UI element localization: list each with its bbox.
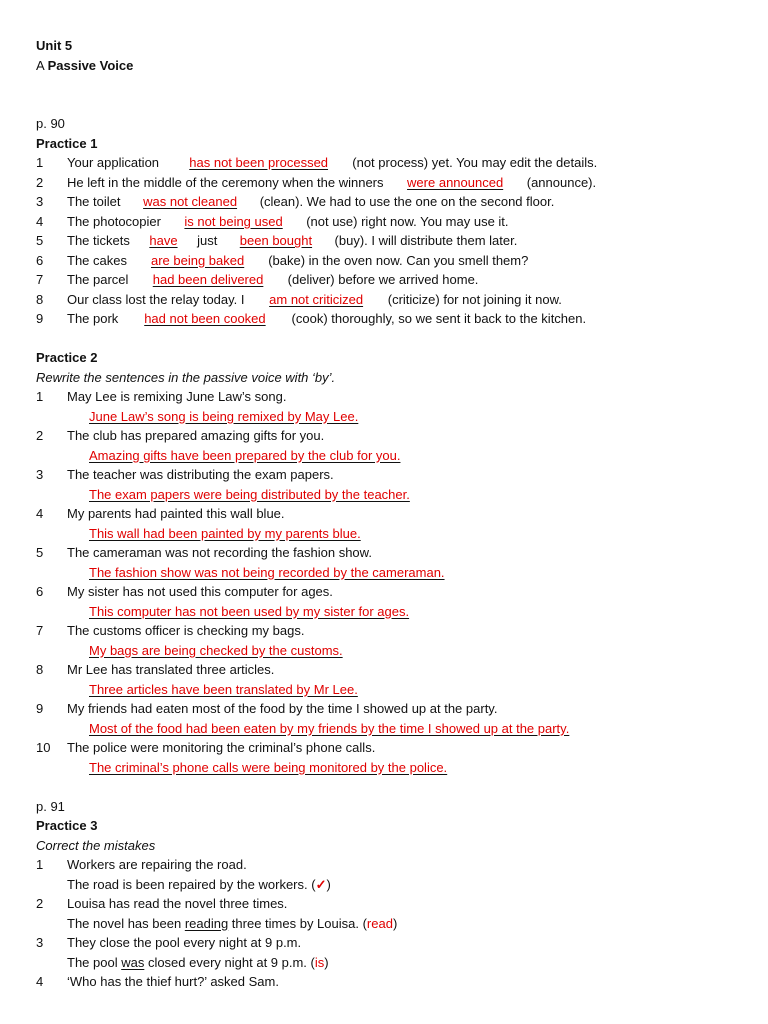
p1-answer-7: had been delivered: [152, 272, 264, 287]
p2-question-2: 2 The club has prepared amazing gifts for you.: [36, 428, 325, 443]
p3-answer-3: The pool was closed every night at 9 p.m. (is): [67, 954, 329, 970]
p3-mistake-2: reading: [184, 915, 229, 931]
p2-answer-7: My bags are being checked by the customs.: [89, 642, 343, 658]
p1-item-2: 2 He left in the middle of the ceremony when the winners were announced (announce).: [36, 173, 736, 193]
p2-answer-3: The exam papers were being distributed by the teacher.: [89, 486, 410, 502]
p1-item-6: 6 The cakes are being baked (bake) in the oven now. Can you smell them?: [36, 251, 736, 271]
page-ref-91: p. 91: [36, 798, 65, 814]
p2-answer-9: Most of the food had been eaten by my friends by the time I showed up at the party.: [89, 720, 570, 736]
p1-item-7: 7 The parcel had been delivered (deliver) before we arrived home.: [36, 270, 736, 290]
p2-question-9: 9 My friends had eaten most of the food by the time I showed up at the party.: [36, 701, 498, 716]
p1-answer-2: were announced: [407, 174, 504, 190]
p2-answer-5: The fashion show was not being recorded by the cameraman.: [89, 564, 445, 580]
check-mark-icon: ✓: [315, 876, 327, 892]
page-ref-90: p. 90: [36, 116, 65, 131]
p2-question-5: 5 The cameraman was not recording the fashion show.: [36, 545, 372, 560]
p2-answer-10: The criminal’s phone calls were being monitored by the police.: [89, 759, 448, 775]
p2-answer-4: This wall had been painted by my parents blue.: [89, 525, 361, 541]
practice1-title: Practice 1: [36, 135, 98, 151]
p2-answer-2: Amazing gifts have been prepared by the club for you.: [89, 447, 401, 463]
p2-question-3: 3 The teacher was distributing the exam papers.: [36, 467, 334, 482]
p1-answer-5b: been bought: [239, 233, 313, 248]
p2-question-10: 10 The police were monitoring the criminal’s phone calls.: [36, 740, 376, 755]
p3-mistake-3: was: [121, 954, 145, 970]
p1-item-5: 5 The tickets have just been bought (buy). I will distribute them later.: [36, 231, 736, 251]
practice2-instruction: Rewrite the sentences in the passive voice with ‘by’.: [36, 369, 336, 385]
p3-answer-2: The novel has been reading three times by Louisa. (read): [67, 915, 398, 931]
section-title: [36, 56, 736, 76]
section-name: Passive Voice: [47, 57, 134, 73]
p2-question-6: 6 My sister has not used this computer for ages.: [36, 584, 333, 599]
practice2-title: Practice 2: [36, 350, 98, 365]
p1-answer-5a: have: [149, 233, 178, 248]
p3-question-3: 3 They close the pool every night at 9 p.m.: [36, 935, 302, 950]
practice3-title: Practice 3: [36, 818, 98, 833]
p1-item-3: 3 The toilet was not cleaned (clean). We had to use the one on the second floor.: [36, 192, 736, 212]
p2-question-1: 1 May Lee is remixing June Law’s song.: [36, 389, 287, 404]
p2-answer-8: Three articles have been translated by Mr Lee.: [89, 681, 358, 697]
p3-correction-3: is: [314, 954, 325, 970]
p1-item-9: 9 The pork had not been cooked (cook) thoroughly, so we sent it back to the kitchen.: [36, 309, 736, 329]
worksheet: [36, 36, 736, 992]
p1-item-4: 4 The photocopier is not being used (not use) right now. You may use it.: [36, 212, 736, 232]
p2-answer-6: This computer has not been used by my sister for ages.: [89, 603, 410, 619]
p1-item-8: 8 Our class lost the relay today. I am not criticized (criticize) for not joining it now.: [36, 290, 736, 310]
unit-heading: Unit 5: [36, 38, 73, 53]
p2-question-8: 8 Mr Lee has translated three articles.: [36, 662, 275, 677]
p2-answer-1: June Law’s song is being remixed by May Lee.: [89, 408, 359, 424]
p1-answer-1: has not been processed: [189, 155, 329, 170]
p2-question-7: 7 The customs officer is checking my bags.: [36, 623, 305, 638]
p3-question-1: 1 Workers are repairing the road.: [36, 857, 247, 872]
p1-answer-8: am not criticized: [269, 291, 364, 307]
p1-item-1: 1 Your application has not been processed (not process) yet. You may edit the details.: [36, 153, 736, 173]
p1-answer-6: are being baked: [150, 252, 245, 268]
p1-answer-3: was not cleaned: [143, 194, 238, 209]
p1-answer-4: is not being used: [184, 213, 283, 229]
practice3-instruction: Correct the mistakes: [36, 837, 156, 853]
p3-question-4: 4 ‘Who has the thief hurt?’ asked Sam.: [36, 974, 279, 989]
p1-answer-9: had not been cooked: [144, 311, 266, 326]
p2-question-4: 4 My parents had painted this wall blue.: [36, 506, 285, 521]
p3-correction-2: read: [366, 915, 393, 931]
p3-question-2: 2 Louisa has read the novel three times.: [36, 896, 288, 911]
section-letter: A: [36, 57, 44, 73]
p3-answer-1: The road is been repaired by the workers. (✓): [67, 876, 331, 892]
